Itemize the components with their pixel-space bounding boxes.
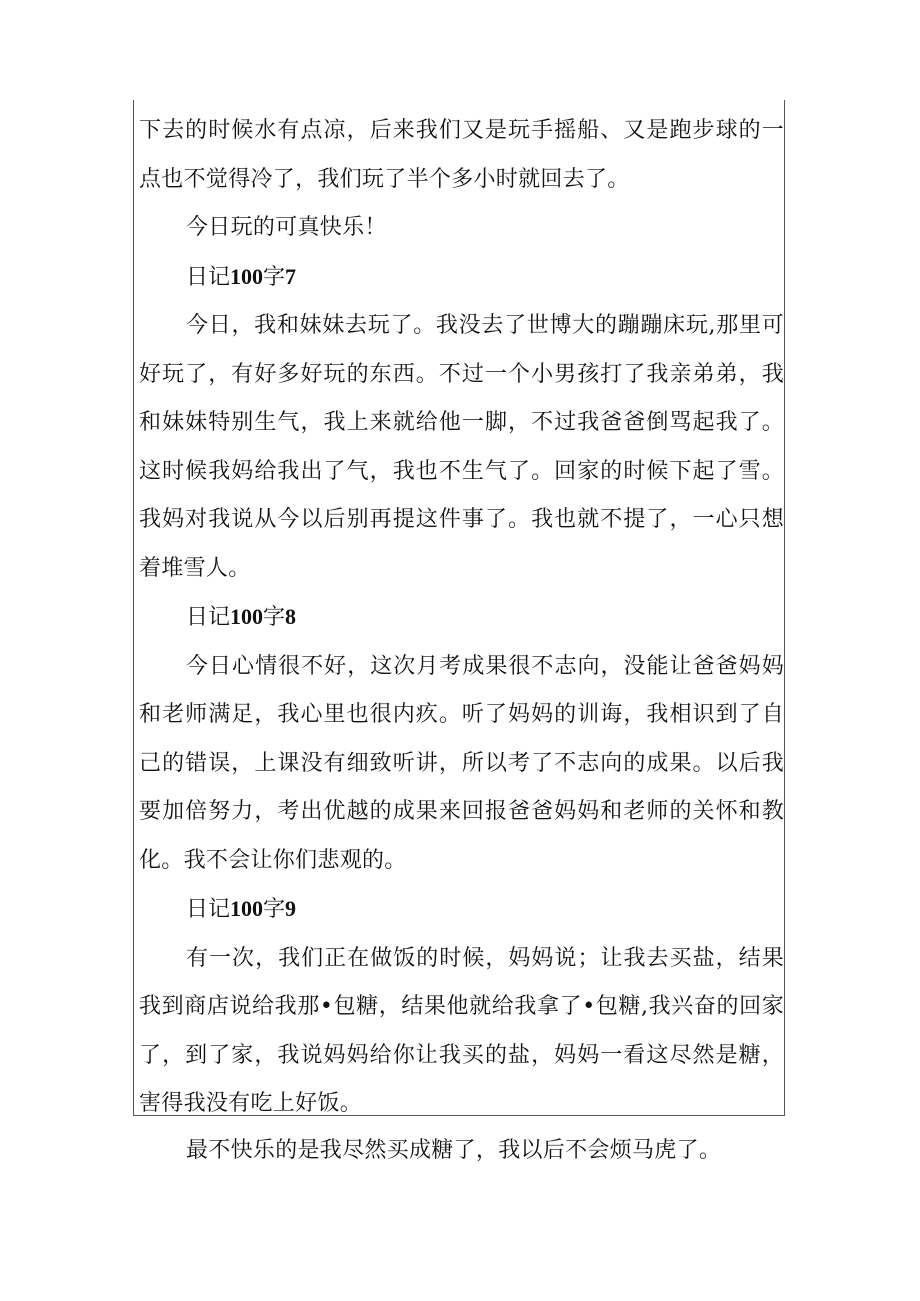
diary-entry-7: 今日，我和妹妹去玩了。我没去了世博大的蹦蹦床玩,那里可好玩了，有好多好玩的东西。不过一个小男孩打了我亲弟弟，我和妹妹特别生气，我上来就给他一脚，不过我爸爸倒骂起我了。这时候我妈给我出了气，我也不生气了。回家的时候下起了雪。我妈对我说从今以后别再提这件事了。我也就不提了，一心只想着堆雪人。 (139, 313, 784, 581)
heading-number: 100 (230, 896, 264, 921)
heading-number: 100 (230, 263, 264, 289)
diary-entry-8: 今日心情很不好，这次月考成果很不志向，没能让爸爸妈妈和老师满足，我心里也很内疚。听了妈妈的训诲，我相识到了自己的错误，上课没有细致听讲，所以考了不志向的成果。以后我要加倍努力，考出优越的成果来回报爸爸妈妈和老师的关怀和教化。我不会让你们悲观的。 (139, 653, 784, 873)
heading-suffix: 字 (263, 897, 286, 922)
heading-prefix: 日记 (186, 897, 231, 922)
heading-prefix: 日记 (186, 264, 231, 290)
heading-index: 8 (285, 604, 297, 629)
heading-prefix: 日记 (186, 605, 231, 630)
paragraph-continued: 下去的时候水有点凉，后来我们又是玩手摇船、又是跑步球的一点也不觉得冷了，我们玩了半个多小时就回去了。 (139, 118, 784, 192)
diary-entry-9: 有一次，我们正在做饭的时候，妈妈说；让我去买盐，结果我到商店说给我那•包糖，结果他就给我拿了•包糖,我兴奋的回家了，到了家，我说妈妈给你让我买的盐，妈妈一看这尽然是糖，害得我没有吃上好饭。 (139, 945, 784, 1116)
paragraph-happy-day: 今日玩的可真快乐！ (186, 215, 387, 240)
framed-content (139, 107, 784, 1129)
after-frame-content (139, 1127, 784, 1176)
heading-suffix: 字 (263, 264, 286, 290)
heading-index: 7 (285, 263, 297, 289)
diary-heading-8 (139, 593, 784, 643)
heading-index: 9 (285, 896, 297, 921)
diary-heading-7 (139, 253, 784, 303)
diary-heading-9 (139, 885, 784, 935)
heading-suffix: 字 (263, 605, 286, 630)
closing-paragraph: 最不快乐的是我尽然买成糖了，我以后不会烦马虎了。 (186, 1138, 722, 1163)
heading-number: 100 (230, 604, 264, 629)
